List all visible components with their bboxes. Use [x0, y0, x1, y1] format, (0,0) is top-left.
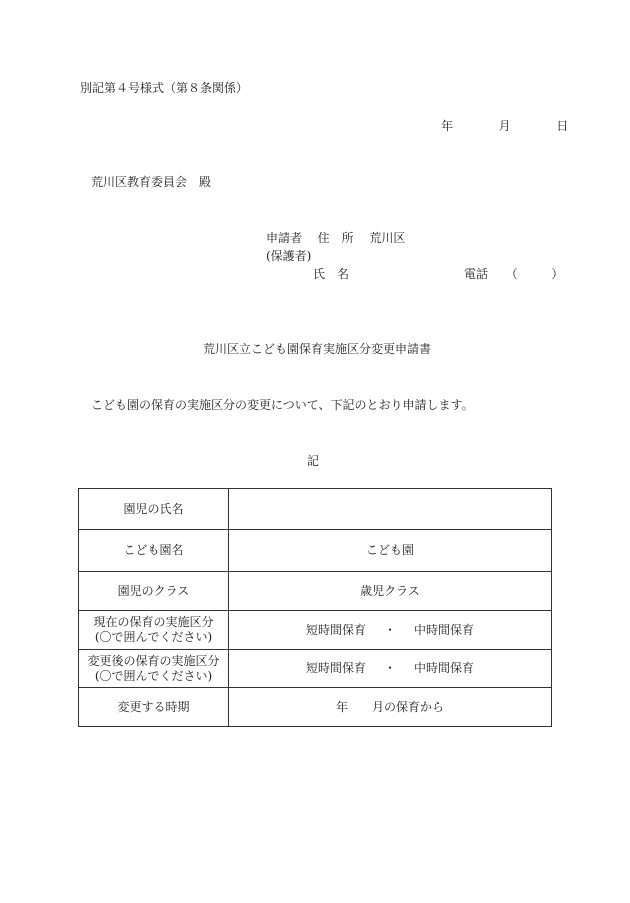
- ki-label: 記: [307, 454, 320, 468]
- timing-year: 年: [335, 699, 348, 714]
- new-category-note: (〇で囲んでください): [94, 668, 213, 683]
- applicant-label: 申請者: [266, 231, 303, 245]
- row-label-current-category: [79, 611, 229, 650]
- phone-open-paren: （: [505, 267, 518, 281]
- phone-label: 電話: [464, 267, 489, 281]
- row-label-new-category: [79, 650, 229, 688]
- date-year: 年: [441, 119, 454, 133]
- new-category-label: 変更後の保育の実施区分: [87, 653, 220, 668]
- row-label-school-name: こども園名: [79, 530, 229, 572]
- option-short-time[interactable]: 短時間保育: [305, 661, 366, 675]
- child-name-field[interactable]: [229, 489, 552, 530]
- current-category-note: (〇で囲んでください): [94, 630, 213, 644]
- phone-field: [464, 267, 563, 281]
- guardian-label: (保護者): [266, 249, 312, 263]
- address-value: 荒川区: [369, 231, 406, 245]
- option-separator: ・: [383, 661, 396, 675]
- application-table: [78, 488, 552, 727]
- table-row: [79, 650, 552, 688]
- date-month: 月: [498, 119, 511, 133]
- current-category-label: 現在の保育の実施区分: [93, 615, 214, 629]
- addressee: 荒川区教育委員会 殿: [91, 175, 212, 189]
- option-short-time[interactable]: 短時間保育: [305, 622, 366, 637]
- address-label: 住 所: [317, 231, 354, 245]
- form-number: 別記第４号様式（第８条関係）: [80, 81, 249, 95]
- date-day: 日: [556, 119, 569, 133]
- applicant-address-line: [266, 231, 405, 245]
- intro-text: こども園の保育の実施区分の変更について、下記のとおり申請します。: [91, 398, 474, 412]
- option-separator: ・: [383, 622, 396, 637]
- table-row: [79, 572, 552, 611]
- table-row: [79, 688, 552, 727]
- school-name-field[interactable]: こども園: [229, 530, 552, 572]
- current-category-options[interactable]: [229, 611, 552, 650]
- option-mid-time[interactable]: 中時間保育: [414, 661, 475, 675]
- row-label-child-name: 園児の氏名: [79, 489, 229, 530]
- table-row: [79, 489, 552, 530]
- change-timing-field[interactable]: [229, 688, 552, 727]
- table-row: [79, 530, 552, 572]
- row-label-change-timing: 変更する時期: [79, 688, 229, 727]
- timing-month-suffix: 月の保育から: [372, 699, 445, 714]
- option-mid-time[interactable]: 中時間保育: [414, 622, 475, 637]
- document-title: 荒川区立こども園保育実施区分変更申請書: [203, 342, 432, 356]
- row-label-class: 園児のクラス: [79, 572, 229, 611]
- phone-close-paren: ）: [551, 267, 564, 281]
- date-line: [441, 119, 568, 133]
- class-field[interactable]: 歳児クラス: [229, 572, 552, 611]
- new-category-options[interactable]: [229, 650, 552, 688]
- name-label: 氏 名: [313, 267, 350, 281]
- table-row: [79, 611, 552, 650]
